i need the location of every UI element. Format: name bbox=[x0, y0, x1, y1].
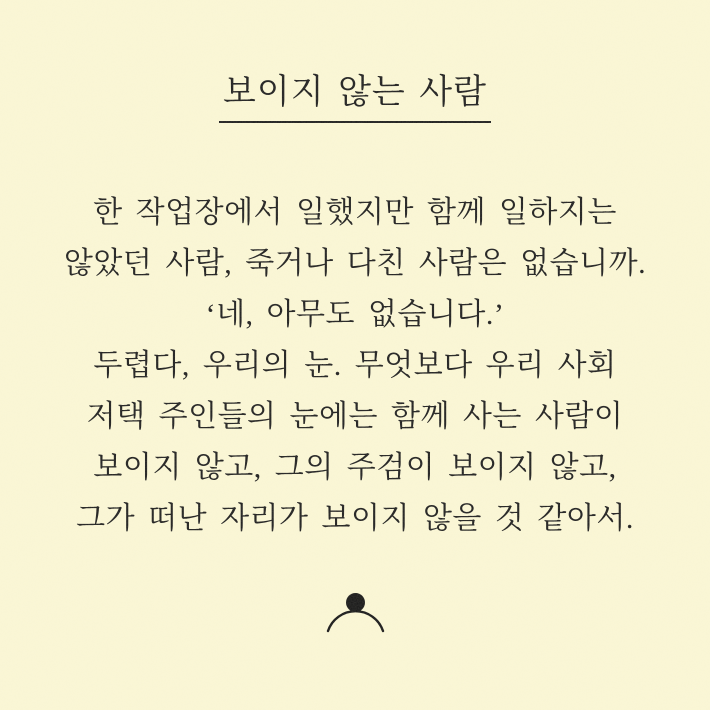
title-row bbox=[0, 74, 710, 123]
poem-line: 두렵다, 우리의 눈. 무엇보다 우리 사회 bbox=[93, 349, 617, 382]
poem-line: 않았던 사람, 죽거나 다친 사람은 없습니까. bbox=[63, 247, 647, 280]
poem-line: 보이지 않고, 그의 주검이 보이지 않고, bbox=[93, 451, 617, 484]
poem-line: ‘네, 아무도 없습니다.’ bbox=[205, 298, 505, 331]
poem-text bbox=[0, 187, 710, 544]
poem-line: 한 작업장에서 일했지만 함께 일하지는 bbox=[93, 196, 617, 229]
person-silhouette-icon bbox=[320, 592, 390, 636]
page-title: 보이지 않는 사람 bbox=[219, 74, 491, 123]
poem-line: 저택 주인들의 눈에는 함께 사는 사람이 bbox=[86, 400, 624, 433]
poem-line: 그가 떠난 자리가 보이지 않을 것 같아서. bbox=[76, 502, 634, 535]
